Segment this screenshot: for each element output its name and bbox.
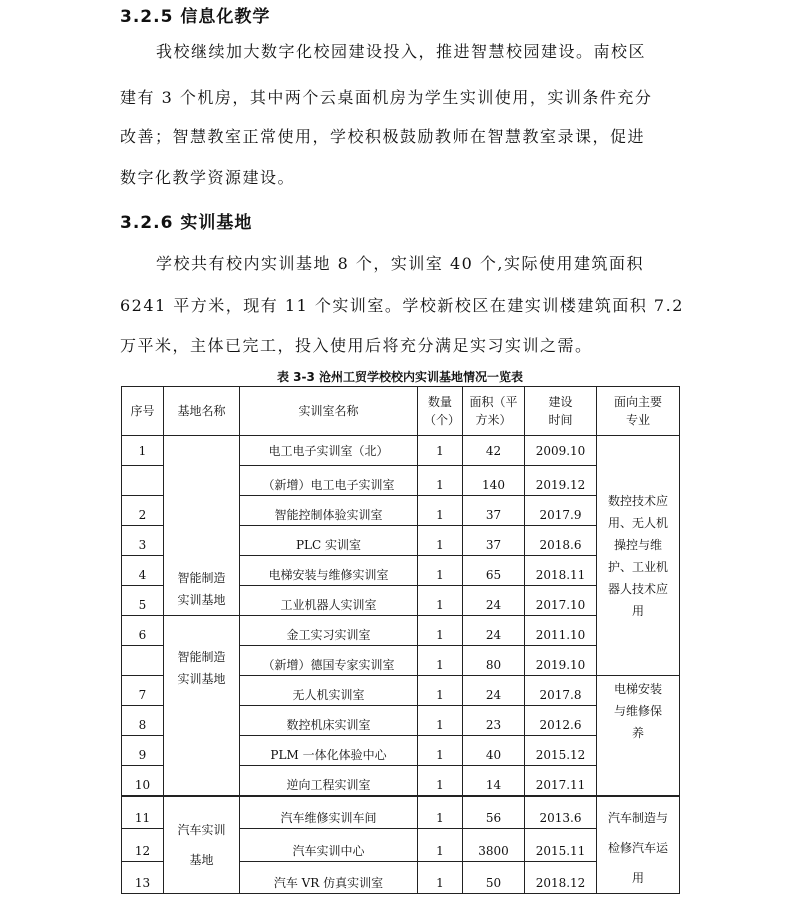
cell-index: 4 (122, 556, 164, 586)
cell-room: 汽车实训中心 (240, 829, 418, 861)
cell-time: 2018.11 (525, 556, 597, 586)
paragraph-line-6: 6241 平方米，现有 11 个实训室。学校新校区在建实训楼建筑面积 7.2 (120, 296, 684, 315)
header-time: 建设时间 (525, 387, 597, 436)
cell-time: 2018.6 (525, 526, 597, 556)
cell-count: 1 (418, 436, 463, 466)
cell-room: 汽车 VR 仿真实训室 (240, 861, 418, 893)
cell-index: 11 (122, 796, 164, 829)
cell-major-group: 电梯安装与维修保养 (597, 676, 680, 797)
cell-count: 1 (418, 556, 463, 586)
cell-area: 65 (463, 556, 525, 586)
paragraph-line-2: 建有 3 个机房，其中两个云桌面机房为学生实训使用，实训条件充分 (120, 88, 653, 107)
cell-area: 14 (463, 766, 525, 797)
cell-room: 电工电子实训室（北） (240, 436, 418, 466)
paragraph-line-7: 万平米，主体已完工，投入使用后将充分满足实习实训之需。 (120, 336, 593, 355)
cell-room: 金工实习实训室 (240, 616, 418, 646)
cell-count: 1 (418, 706, 463, 736)
cell-index: 13 (122, 861, 164, 893)
header-area: 面积（平方米） (463, 387, 525, 436)
header-base: 基地名称 (164, 387, 240, 436)
cell-room: 无人机实训室 (240, 676, 418, 706)
cell-area: 23 (463, 706, 525, 736)
cell-count: 1 (418, 526, 463, 556)
cell-room: 工业机器人实训室 (240, 586, 418, 616)
cell-major-group: 数控技术应用、无人机操控与维护、工业机器人技术应用 (597, 436, 680, 676)
paragraph-line-5: 学校共有校内实训基地 8 个，实训室 40 个,实际使用建筑面积 (156, 254, 644, 273)
cell-index (122, 466, 164, 496)
section-heading-326: 3.2.6 实训基地 (120, 213, 253, 233)
cell-area: 37 (463, 526, 525, 556)
cell-index: 8 (122, 706, 164, 736)
cell-count: 1 (418, 586, 463, 616)
cell-count: 1 (418, 736, 463, 766)
cell-index: 10 (122, 766, 164, 797)
cell-time: 2012.6 (525, 706, 597, 736)
cell-area: 37 (463, 496, 525, 526)
cell-area: 42 (463, 436, 525, 466)
cell-room: 汽车维修实训车间 (240, 796, 418, 829)
cell-area: 80 (463, 646, 525, 676)
cell-count: 1 (418, 676, 463, 706)
cell-time: 2018.12 (525, 861, 597, 893)
cell-count: 1 (418, 796, 463, 829)
header-count: 数量（个） (418, 387, 463, 436)
cell-area: 24 (463, 616, 525, 646)
cell-area: 24 (463, 676, 525, 706)
cell-index: 1 (122, 436, 164, 466)
header-room: 实训室名称 (240, 387, 418, 436)
cell-count: 1 (418, 466, 463, 496)
cell-time: 2019.10 (525, 646, 597, 676)
header-major: 面向主要专业 (597, 387, 680, 436)
cell-room: 智能控制体验实训室 (240, 496, 418, 526)
cell-index: 5 (122, 586, 164, 616)
cell-room: （新增）电工电子实训室 (240, 466, 418, 496)
paragraph-line-1: 我校继续加大数字化校园建设投入，推进智慧校园建设。南校区 (156, 42, 647, 61)
cell-time: 2019.12 (525, 466, 597, 496)
table-caption: 表 3-3 沧州工贸学校校内实训基地情况一览表 (276, 370, 524, 384)
cell-room: PLM 一体化体验中心 (240, 736, 418, 766)
cell-major-group: 汽车制造与检修汽车运用 (597, 796, 680, 894)
cell-area: 40 (463, 736, 525, 766)
cell-time: 2015.12 (525, 736, 597, 766)
cell-count: 1 (418, 496, 463, 526)
cell-room: 数控机床实训室 (240, 706, 418, 736)
cell-index: 3 (122, 526, 164, 556)
cell-room: PLC 实训室 (240, 526, 418, 556)
cell-time: 2017.8 (525, 676, 597, 706)
cell-time: 2011.10 (525, 616, 597, 646)
cell-area: 3800 (463, 829, 525, 861)
paragraph-line-3: 改善；智慧教室正常使用，学校积极鼓励教师在智慧教室录课，促进 (120, 127, 646, 146)
cell-room: 电梯安装与维修实训室 (240, 556, 418, 586)
cell-time: 2009.10 (525, 436, 597, 466)
paragraph-line-4: 数字化教学资源建设。 (120, 168, 296, 187)
cell-index: 7 (122, 676, 164, 706)
cell-time: 2017.10 (525, 586, 597, 616)
header-index: 序号 (122, 387, 164, 436)
cell-count: 1 (418, 646, 463, 676)
cell-room: 逆向工程实训室 (240, 766, 418, 797)
cell-count: 1 (418, 829, 463, 861)
cell-time: 2015.11 (525, 829, 597, 861)
cell-room: （新增）德国专家实训室 (240, 646, 418, 676)
cell-base-group: 汽车实训基地 (164, 796, 240, 894)
cell-count: 1 (418, 766, 463, 797)
table-row (122, 796, 680, 829)
cell-index: 12 (122, 829, 164, 861)
cell-index: 2 (122, 496, 164, 526)
cell-index: 6 (122, 616, 164, 646)
section-heading-325: 3.2.5 信息化教学 (120, 7, 271, 27)
cell-area: 56 (463, 796, 525, 829)
cell-time: 2017.11 (525, 766, 597, 797)
cell-count: 1 (418, 861, 463, 893)
training-base-table (121, 386, 680, 894)
cell-count: 1 (418, 616, 463, 646)
cell-index: 9 (122, 736, 164, 766)
cell-time: 2013.6 (525, 796, 597, 829)
table-row (122, 616, 680, 646)
cell-base-group: 智能制造实训基地 (164, 616, 240, 797)
table-row (122, 436, 680, 466)
cell-index (122, 646, 164, 676)
cell-time: 2017.9 (525, 496, 597, 526)
cell-base-group: 智能制造实训基地 (164, 436, 240, 616)
cell-area: 140 (463, 466, 525, 496)
cell-area: 24 (463, 586, 525, 616)
cell-area: 50 (463, 861, 525, 893)
